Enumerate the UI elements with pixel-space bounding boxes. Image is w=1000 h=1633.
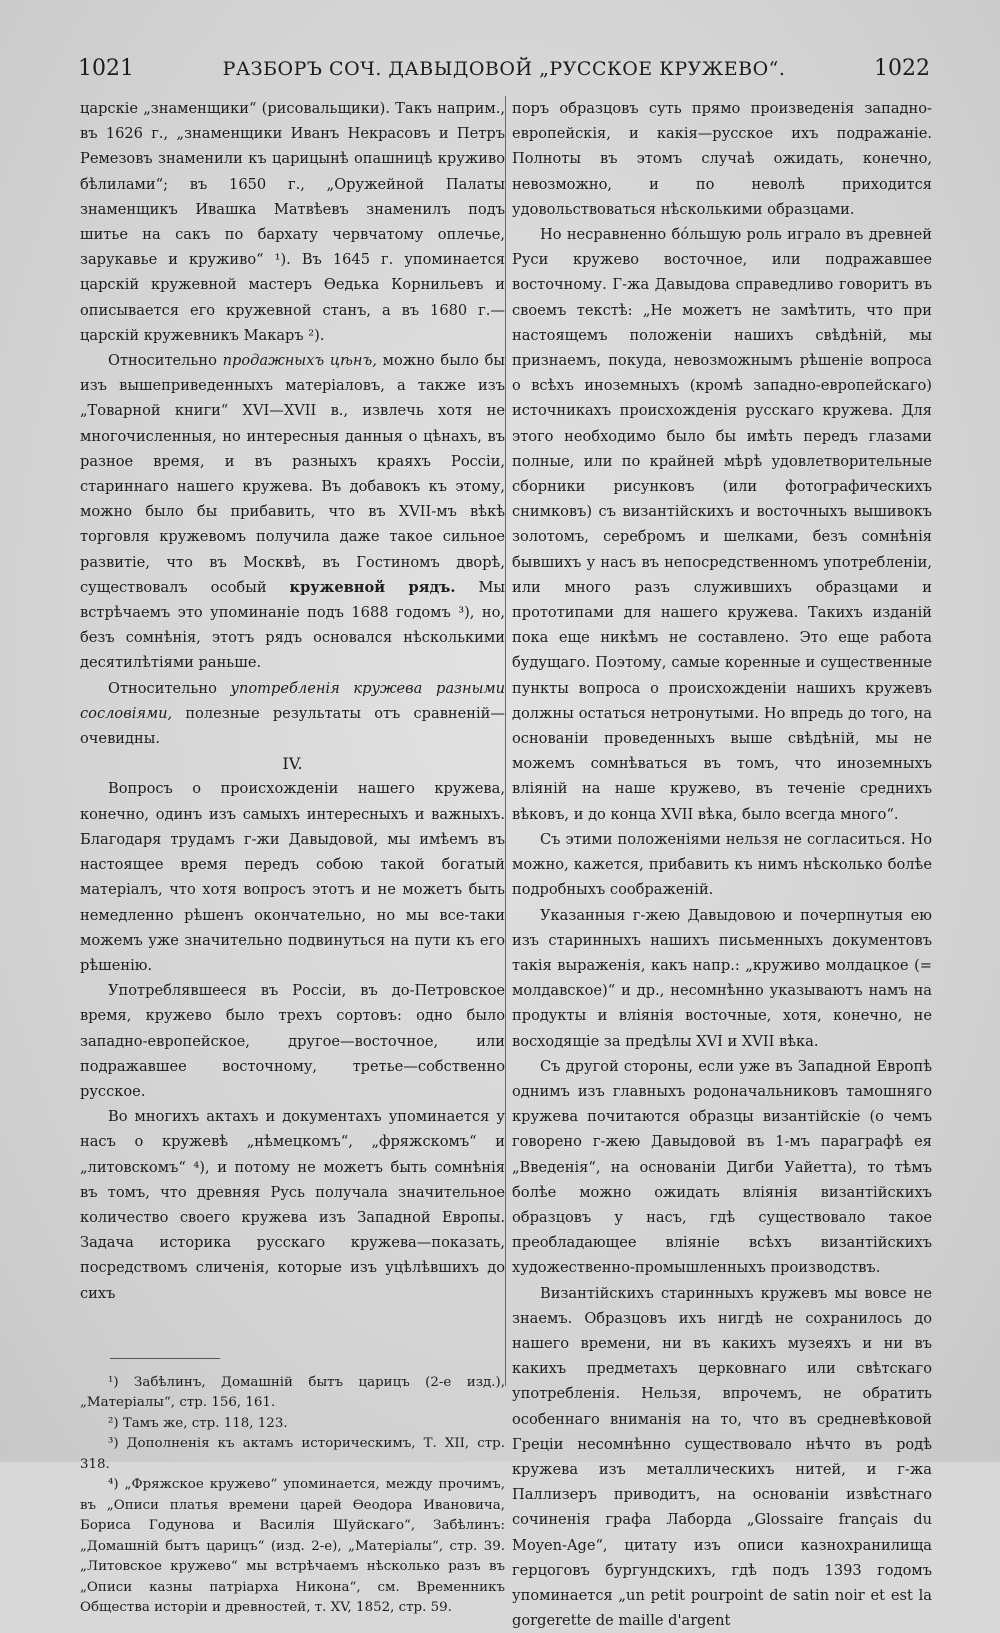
footnote: ³) Дополненія къ актамъ историческимъ, Т. XII, стр. 318. (80, 1436, 505, 1472)
column-divider (505, 96, 506, 1386)
paragraph (80, 676, 505, 752)
footnote: ¹) Забѣлинъ, Домашній бытъ царицъ (2-е изд.), „Матеріалы“, стр. 156, 161. (80, 1374, 505, 1411)
paragraph: Византійскихъ старинныхъ кружевъ мы вовсе не знаемъ. Образцовъ ихъ нигдѣ не сохранилось до нашего времени, ни въ какихъ музеяхъ и ни въ какихъ предметахъ церковнаго или свѣтскаго употребленія. Нельзя, впрочемъ, не обратить особеннаго вниманія на то, что въ средневѣковой Греціи несомнѣнно существовало нѣчто въ родѣ кружева изъ металлическихъ нитей, и г-жа Паллизеръ приводитъ, на основаніи извѣстнаго сочиненія графа Лаборда „Glossaire français du Moyen-Age“, цитату изъ описи казнохранилища герцоговъ бургундскихъ, гдѣ подъ 1393 годомъ упоминается „un petit pourpoint de satin noir et est la gorgerette de maille d'argent (512, 1284, 932, 1630)
footnote-separator (110, 1358, 220, 1359)
bold-text: кружевной рядъ. (289, 578, 456, 596)
left-column (80, 96, 505, 1619)
text-run: Относительно (108, 679, 231, 697)
footnote: ²) Тамъ же, стр. 118, 123. (108, 1415, 288, 1431)
footnotes (80, 1373, 505, 1619)
text-run: можно было бы изъ вышеприведенныхъ матеріаловъ, а также изъ „Товарной книги“ XVI—XVII в., извлечь хотя не многочисленныя, но интересныя данныя о цѣнахъ, въ разное время, и въ разныхъ краяхъ Россіи, стариннаго нашего кружева. Въ добавокъ къ этому, можно было бы прибавить, что въ XVII-мъ вѣкѣ торговля кружевомъ получила даже такое сильное развитіе, что въ Москвѣ, въ Гостиномъ дворѣ, существовалъ особый (80, 352, 506, 596)
running-title: РАЗБОРЪ СОЧ. ДАВЫДОВОЙ „РУССКОЕ КРУЖЕВО“. (222, 58, 786, 80)
text-run: Относительно (108, 352, 223, 370)
page-number-right: 1022 (874, 56, 930, 81)
paragraph: Вопросъ о происхожденіи нашего кружева, конечно, одинъ изъ самыхъ интересныхъ и важныхъ. Благодаря трудамъ г-жи Давыдовой, мы имѣемъ въ настоящее время передъ собою такой богатый матеріалъ, что хотя вопросъ этотъ и не можетъ быть немедленно рѣшенъ окончательно, но мы все-таки можемъ уже значительно подвинуться на пути къ его рѣшенію. (80, 780, 505, 974)
paragraph: поръ образцовъ суть прямо произведенія западно-европейскія, и какія—русское ихъ подражаніе. Полноты въ этомъ случаѣ ожидать, конечно, невозможно, и по неволѣ приходится удовольствоваться нѣсколькими образцами. (512, 100, 932, 218)
paragraph: Но несравненно бóльшую роль играло въ древней Руси кружево восточное, или подражавшее восточному. Г-жа Давыдова справедливо говоритъ въ своемъ текстѣ: „Не можетъ не замѣтить, что при настоящемъ положеніи нашихъ свѣдѣній, мы признаемъ, покуда, невозможнымъ рѣшеніе вопроса о всѣхъ иноземныхъ (кромѣ западно-европейскаго) источникахъ происхожденія русскаго кружева. Для этого необходимо было бы имѣть передъ глазами полные, или по крайней мѣрѣ удовлетворительные сборники рисунковъ (или фотографическихъ снимковъ) съ византійскихъ и восточныхъ вышивокъ золотомъ, серебромъ и шелками, безъ сомнѣнія бывшихъ у насъ въ непосредственномъ употребленіи, или много разъ служившихъ образцами и прототипами для нашего кружева. Такихъ изданій пока еще никѣмъ не составлено. Это еще работа будущаго. Поэтому, самые коренные и существенные пункты вопроса о происхожденіи нашихъ кружевъ должны остаться нетронутыми. Но впредь до того, на основаніи проведенныхъ выше свѣдѣній, мы не можемъ сомнѣваться въ томъ, что иноземныхъ вліяній на наше кружево, въ теченіе среднихъ вѣковъ, и до конца XVII вѣка, было всегда много“. (512, 226, 932, 823)
page-number-left: 1021 (78, 56, 134, 81)
paragraph: Употреблявшееся въ Россіи, въ до-Петровское время, кружево было трехъ сортовъ: одно было западно-европейское, другое—восточное, или подражавшее восточному, третье—собственно русское. (80, 982, 505, 1100)
right-column (512, 96, 932, 1633)
text-run: полезные результаты отъ сравненій—очевидны. (80, 704, 505, 748)
paragraph (80, 348, 505, 676)
italic-text: продажныхъ цѣнъ, (222, 352, 377, 370)
footnote: ⁴) „Фряжское кружево“ упоминается, между прочимъ, въ „Описи платья времени царей Ѳеодора Ивановича, Бориса Годунова и Василія Шуйскаго“, Забѣлинъ: „Домашній бытъ царицъ“ (изд. 2-е), „Матеріалы“, стр. 39. „Литовское кружево“ мы встрѣчаемъ нѣсколько разъ въ „Описи казны патріарха Никона“, см. Временникъ Общества исторіи и древностей, т. XV, 1852, стр. 59. (80, 1477, 505, 1616)
paragraph: Съ другой стороны, если уже въ Западной Европѣ однимъ изъ главныхъ родоначальниковъ тамошняго кружева почитаются образцы византійскіе (о чемъ говорено г-жею Давыдовой въ 1-мъ параграфѣ ея „Введенія“, на основаніи Дигби Уайетта), то тѣмъ болѣе можно ожидать вліянія византійскихъ образцовъ у насъ, гдѣ существовало такое преобладающее вліяніе всѣхъ византійскихъ художественно-промышленныхъ производствъ. (512, 1057, 932, 1277)
italic-text: употребленія кружева разными сословіями, (80, 679, 505, 722)
paragraph: Указанныя г-жею Давыдовою и почерпнутыя ею изъ старинныхъ нашихъ письменныхъ документовъ такія выраженія, какъ напр.: „круживо молдацкое (= молдавское)“ и др., несомнѣнно указываютъ намъ на продукты и вліянія восточные, хотя, конечно, не восходящіе за предѣлы XVI и XVII вѣка. (512, 906, 932, 1050)
paragraph: Во многихъ актахъ и документахъ упоминается у насъ о кружевѣ „нѣмецкомъ“, „фряжскомъ“ и „литовскомъ“ ⁴), и потому не можетъ быть сомнѣнія въ томъ, что древняя Русь получала значительное количество своего кружева изъ Западной Европы. Задача историка русскаго кружева—показать, посредствомъ сличенія, которые изъ уцѣлѣвшихъ до сихъ (80, 1108, 505, 1302)
section-heading: IV. (282, 754, 303, 774)
paragraph: Съ этими положеніями нельзя не согласиться. Но можно, кажется, прибавить къ нимъ нѣсколько болѣе подробныхъ соображеній. (512, 830, 932, 899)
running-header (78, 56, 930, 86)
paragraph: царскіе „знаменщики“ (рисовальщики). Такъ наприм., въ 1626 г., „знаменщики Иванъ Некрасовъ и Петръ Ремезовъ знаменили къ царицынѣ опашницѣ круживо бѣлилами“; въ 1650 г., „Оружейной Палаты знаменщикъ Ивашка Матвѣевъ знаменилъ подъ шитье на сакъ по бархату червчатому оплечье, зарукавье и круживо“ ¹). Въ 1645 г. упоминается царскій кружевной мастеръ Ѳедька Корнильевъ и описывается его кружевной станъ, а въ 1680 г.—царскій кружевникъ Макаръ ²). (80, 100, 505, 344)
text-run: Мы встрѣчаемъ это упоминаніе подъ 1688 годомъ ³), но, безъ сомнѣнія, этотъ рядъ основался нѣсколькими десятилѣтіями раньше. (80, 578, 505, 672)
